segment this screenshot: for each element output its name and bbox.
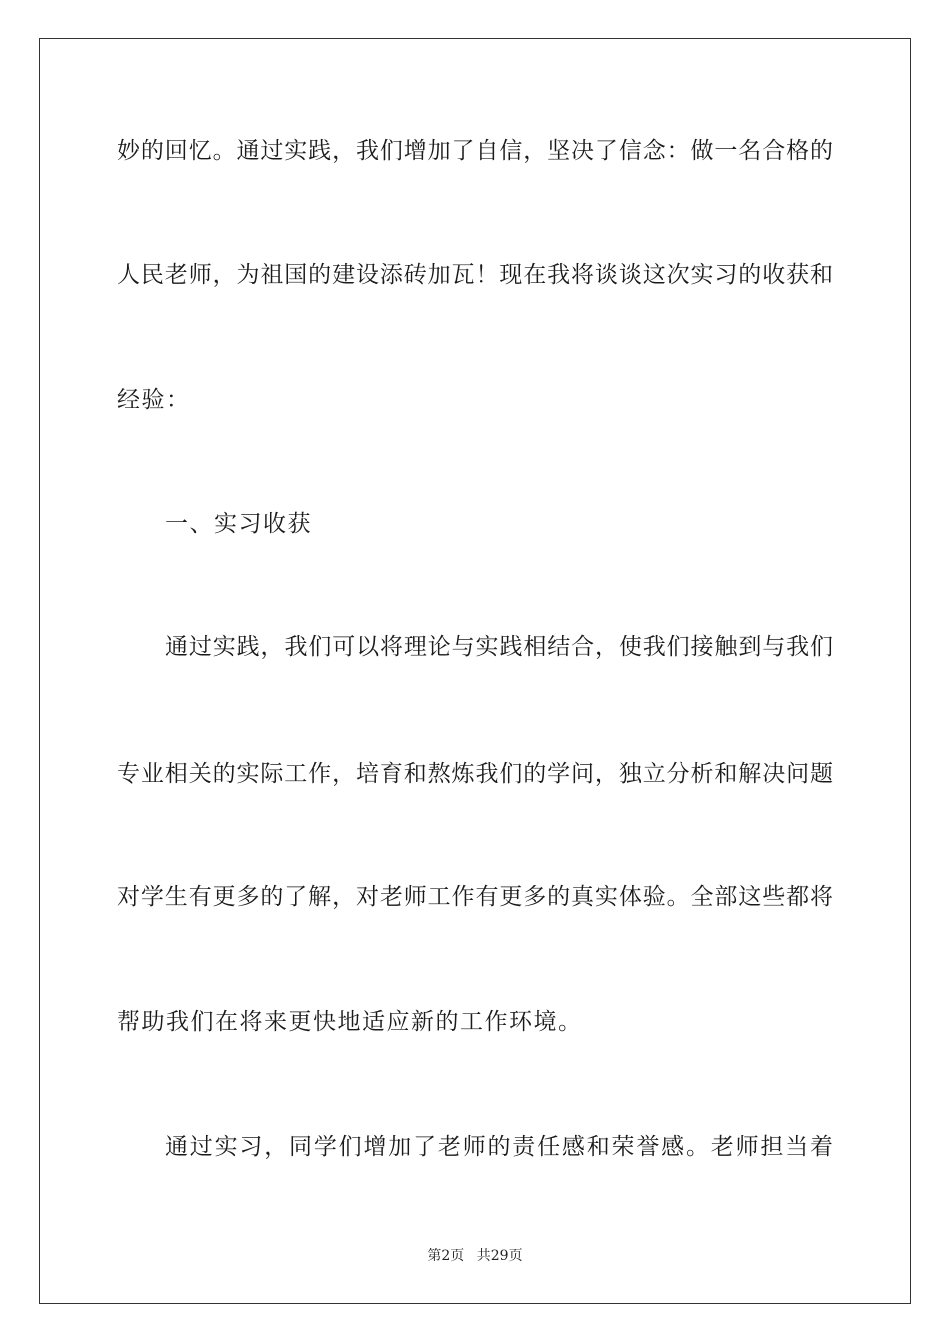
text-line-6: 专业相关的实际工作，培育和熬炼我们的学问，独立分析和解决问题 — [117, 761, 833, 787]
total-pages: 共29页 — [476, 1248, 523, 1264]
text-line-7: 对学生有更多的了解，对老师工作有更多的真实体验。全部这些都将 — [117, 884, 833, 910]
current-page-number: 第2页 — [427, 1248, 465, 1264]
text-line-2: 人民老师，为祖国的建设添砖加瓦！现在我将谈谈这次实习的收获和 — [117, 262, 833, 288]
section-heading: 一、实习收获 — [165, 511, 312, 537]
text-line-1: 妙的回忆。通过实践，我们增加了自信，坚决了信念：做一名合格的 — [117, 138, 833, 164]
text-line-8: 帮助我们在将来更快地适应新的工作环境。 — [117, 1009, 583, 1035]
text-line-9: 通过实习，同学们增加了老师的责任感和荣誉感。老师担当着 — [165, 1134, 833, 1160]
page-border — [39, 38, 911, 1304]
text-line-3: 经验： — [117, 387, 191, 413]
page-footer — [0, 1247, 950, 1265]
text-line-5: 通过实践，我们可以将理论与实践相结合，使我们接触到与我们 — [165, 634, 833, 660]
